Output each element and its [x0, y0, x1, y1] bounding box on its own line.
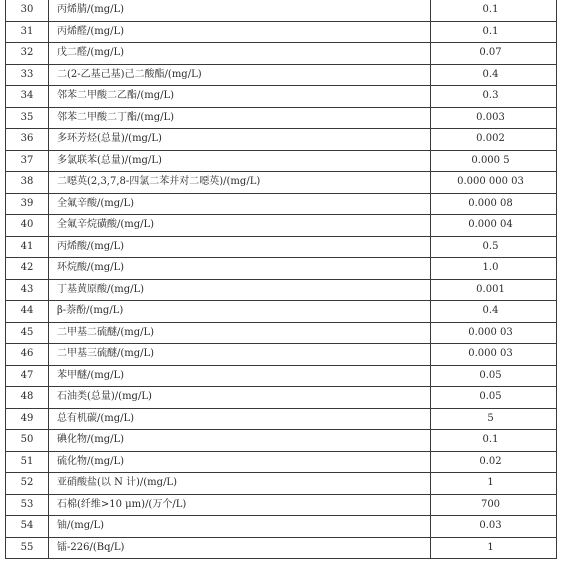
indicator-name-cell: 环烷酸/(mg/L): [49, 258, 431, 280]
row-number-cell: 31: [6, 21, 49, 43]
table-row: [6, 279, 557, 301]
limit-value-cell: 0.03: [431, 516, 557, 538]
table-row: [6, 236, 557, 258]
row-number-cell: 53: [6, 494, 49, 516]
row-number-cell: 40: [6, 215, 49, 237]
limit-value-cell: 0.1: [431, 21, 557, 43]
indicator-name-cell: 二甲基三硫醚/(mg/L): [49, 344, 431, 366]
row-number-cell: 45: [6, 322, 49, 344]
indicator-name-cell: 镭-226/(Bq/L): [49, 537, 431, 559]
limit-value-cell: 700: [431, 494, 557, 516]
limit-value-cell: 0.3: [431, 86, 557, 108]
limit-value-cell: 1.0: [431, 258, 557, 280]
indicator-name-cell: 丙烯腈/(mg/L): [49, 0, 431, 21]
row-number-cell: 51: [6, 451, 49, 473]
row-number-cell: 30: [6, 0, 49, 21]
indicator-name-cell: 邻苯二甲酸二丁酯/(mg/L): [49, 107, 431, 129]
limit-value-cell: 0.000 08: [431, 193, 557, 215]
indicator-name-cell: 邻苯二甲酸二乙酯/(mg/L): [49, 86, 431, 108]
table-row: [6, 408, 557, 430]
limit-value-cell: 0.1: [431, 430, 557, 452]
limit-value-cell: 0.1: [431, 0, 557, 21]
table-row: [6, 387, 557, 409]
indicator-name-cell: 丁基黄原酸/(mg/L): [49, 279, 431, 301]
row-number-cell: 52: [6, 473, 49, 495]
indicator-name-cell: 苯甲醚/(mg/L): [49, 365, 431, 387]
limit-value-cell: 0.02: [431, 451, 557, 473]
indicator-name-cell: 碘化物/(mg/L): [49, 430, 431, 452]
row-number-cell: 34: [6, 86, 49, 108]
row-number-cell: 33: [6, 64, 49, 86]
table-row: [6, 64, 557, 86]
row-number-cell: 43: [6, 279, 49, 301]
indicator-name-cell: 石油类(总量)/(mg/L): [49, 387, 431, 409]
row-number-cell: 54: [6, 516, 49, 538]
row-number-cell: 42: [6, 258, 49, 280]
indicator-name-cell: 石棉(纤维>10 μm)/(万个/L): [49, 494, 431, 516]
indicator-name-cell: 戊二醛/(mg/L): [49, 43, 431, 65]
indicator-name-cell: 亚硝酸盐(以 N 计)/(mg/L): [49, 473, 431, 495]
table-row: [6, 516, 557, 538]
table-row: [6, 365, 557, 387]
table-body: [6, 0, 557, 559]
table-row: [6, 322, 557, 344]
indicator-name-cell: 二噁英(2,3,7,8-四氯二苯并对二噁英)/(mg/L): [49, 172, 431, 194]
table-row: [6, 193, 557, 215]
table-row: [6, 494, 557, 516]
table-row: [6, 150, 557, 172]
limit-value-cell: 5: [431, 408, 557, 430]
limit-value-cell: 0.000 04: [431, 215, 557, 237]
indicator-name-cell: 全氟辛烷磺酸/(mg/L): [49, 215, 431, 237]
limit-value-cell: 0.4: [431, 301, 557, 323]
table-row: [6, 0, 557, 21]
row-number-cell: 44: [6, 301, 49, 323]
indicator-name-cell: 总有机碳/(mg/L): [49, 408, 431, 430]
limit-value-cell: 0.000 03: [431, 322, 557, 344]
table-row: [6, 344, 557, 366]
limit-value-cell: 0.000 5: [431, 150, 557, 172]
limit-value-cell: 1: [431, 537, 557, 559]
indicator-name-cell: 丙烯醛/(mg/L): [49, 21, 431, 43]
limit-value-cell: 0.05: [431, 387, 557, 409]
indicator-name-cell: 硫化物/(mg/L): [49, 451, 431, 473]
indicator-name-cell: β-萘酚/(mg/L): [49, 301, 431, 323]
limit-value-cell: 0.002: [431, 129, 557, 151]
table-row: [6, 430, 557, 452]
table-row: [6, 473, 557, 495]
indicator-name-cell: 多环芳烃(总量)/(mg/L): [49, 129, 431, 151]
row-number-cell: 36: [6, 129, 49, 151]
limit-value-cell: 0.000 03: [431, 344, 557, 366]
table-row: [6, 172, 557, 194]
water-quality-limits-table: [5, 0, 557, 559]
row-number-cell: 39: [6, 193, 49, 215]
table-row: [6, 107, 557, 129]
limit-value-cell: 0.003: [431, 107, 557, 129]
table-row: [6, 301, 557, 323]
limit-value-cell: 0.000 000 03: [431, 172, 557, 194]
table-row: [6, 215, 557, 237]
table-row: [6, 86, 557, 108]
indicator-name-cell: 丙烯酸/(mg/L): [49, 236, 431, 258]
table-row: [6, 258, 557, 280]
row-number-cell: 48: [6, 387, 49, 409]
limit-value-cell: 0.05: [431, 365, 557, 387]
row-number-cell: 50: [6, 430, 49, 452]
limit-value-cell: 0.4: [431, 64, 557, 86]
indicator-name-cell: 全氟辛酸/(mg/L): [49, 193, 431, 215]
indicator-name-cell: 二(2-乙基己基)己二酸酯/(mg/L): [49, 64, 431, 86]
table-row: [6, 129, 557, 151]
row-number-cell: 47: [6, 365, 49, 387]
row-number-cell: 38: [6, 172, 49, 194]
indicator-name-cell: 二甲基二硫醚/(mg/L): [49, 322, 431, 344]
row-number-cell: 46: [6, 344, 49, 366]
table-row: [6, 451, 557, 473]
limit-value-cell: 0.5: [431, 236, 557, 258]
row-number-cell: 55: [6, 537, 49, 559]
row-number-cell: 37: [6, 150, 49, 172]
row-number-cell: 35: [6, 107, 49, 129]
limit-value-cell: 0.07: [431, 43, 557, 65]
table-row: [6, 537, 557, 559]
indicator-name-cell: 多氯联苯(总量)/(mg/L): [49, 150, 431, 172]
row-number-cell: 41: [6, 236, 49, 258]
limit-value-cell: 0.001: [431, 279, 557, 301]
indicator-name-cell: 铀/(mg/L): [49, 516, 431, 538]
limit-value-cell: 1: [431, 473, 557, 495]
table-row: [6, 43, 557, 65]
row-number-cell: 49: [6, 408, 49, 430]
table-row: [6, 21, 557, 43]
row-number-cell: 32: [6, 43, 49, 65]
